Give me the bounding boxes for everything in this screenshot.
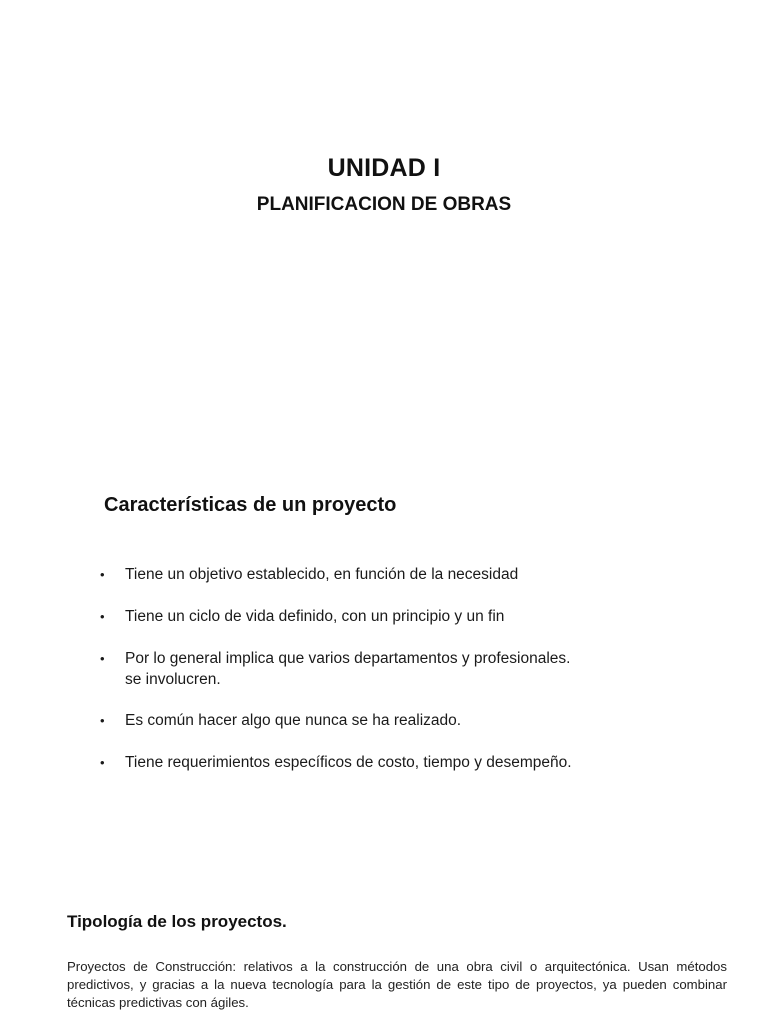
list-item: [100, 752, 660, 773]
list-item-text-continuation: se involucren.: [125, 671, 221, 688]
list-item-text: Tiene un ciclo de vida definido, con un principio y un fin: [125, 608, 505, 625]
list-item: [100, 710, 660, 731]
list-item: [100, 606, 660, 627]
bullet-icon: •: [100, 755, 105, 770]
bullet-icon: •: [100, 567, 105, 582]
unit-subtitle: PLANIFICACION DE OBRAS: [256, 194, 512, 215]
list-item: [100, 564, 660, 585]
typology-paragraph: Proyectos de Construcción: relativos a la construcción de una obra civil o arquitectónica. Usan métodos predictivos, y gracias a la nueva tecnología para la gestión de este tipo de proyectos, ya pueden combinar técnicas predictivas con ágiles.: [67, 959, 727, 1010]
bullet-icon: •: [100, 609, 105, 624]
list-item-text: Por lo general implica que varios departamentos y profesionales.: [125, 650, 571, 667]
bullet-icon: •: [100, 713, 105, 728]
characteristics-heading: Características de un proyecto: [104, 494, 397, 516]
list-item-text: Tiene requerimientos específicos de costo, tiempo y desempeño.: [125, 754, 572, 771]
characteristics-list: [100, 564, 660, 794]
unit-title: UNIDAD I: [327, 154, 441, 182]
bullet-icon: •: [100, 651, 105, 666]
list-item-text: Es común hacer algo que nunca se ha realizado.: [125, 712, 462, 729]
typology-heading: Tipología de los proyectos.: [67, 912, 287, 931]
list-item: [100, 648, 660, 690]
list-item-text: Tiene un objetivo establecido, en función de la necesidad: [125, 566, 519, 583]
